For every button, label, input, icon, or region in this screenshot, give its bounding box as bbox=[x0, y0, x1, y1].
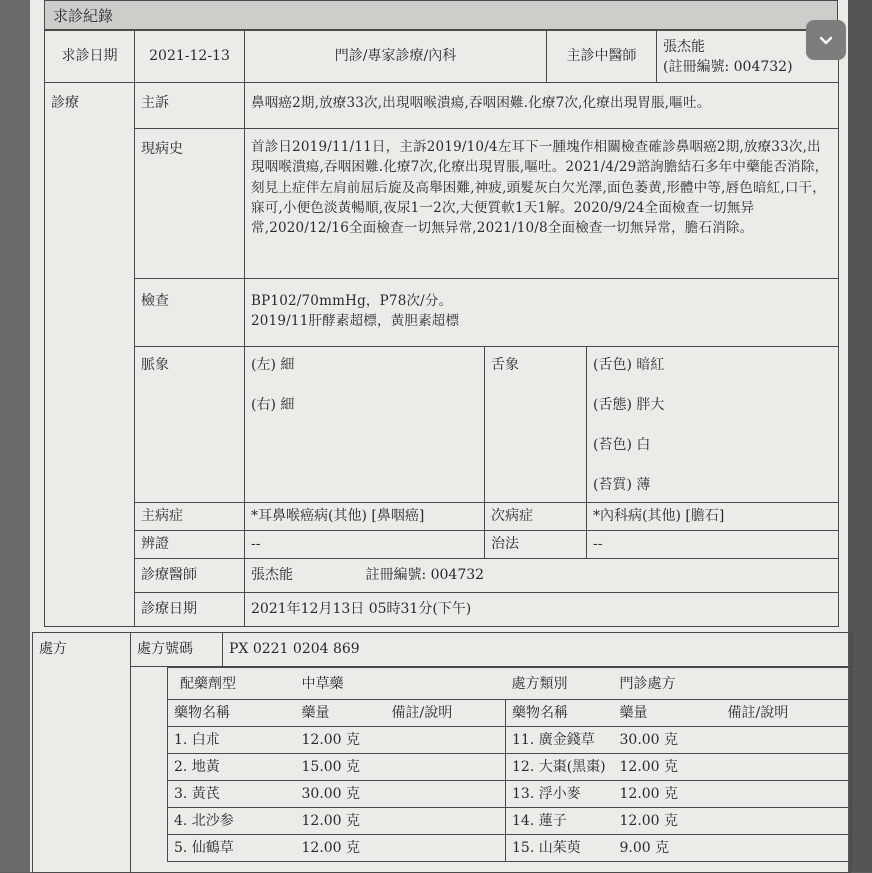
med-name: 14. 蓮子 bbox=[506, 808, 614, 835]
col-note-left: 備註/說明 bbox=[386, 700, 506, 727]
med-name: 1. 白朮 bbox=[168, 727, 296, 754]
col-amount-right: 藥量 bbox=[614, 700, 722, 727]
medication-header-row bbox=[168, 700, 852, 727]
col-amount-left: 藥量 bbox=[296, 700, 386, 727]
med-name: 4. 北沙参 bbox=[168, 808, 296, 835]
med-amount: 12.00 克 bbox=[614, 754, 722, 781]
prescription-number-row bbox=[130, 632, 853, 667]
main-disease-label: 主病症 bbox=[135, 503, 245, 531]
treatment-label: 治法 bbox=[485, 531, 587, 559]
pulse-cell bbox=[245, 347, 485, 503]
diagnosis-table bbox=[44, 82, 839, 627]
med-amount: 15.00 克 bbox=[296, 754, 386, 781]
med-name: 2. 地黃 bbox=[168, 754, 296, 781]
pulse-right: (右) 細 bbox=[251, 397, 295, 413]
tongue-color: (舌色) 暗紅 bbox=[593, 357, 665, 373]
complaint-label: 主訴 bbox=[135, 83, 245, 129]
diagnosis-section-label: 診療 bbox=[45, 83, 135, 627]
col-name-left: 藥物名稱 bbox=[168, 700, 296, 727]
main-disease: *耳鼻喉癌病(其他) [鼻咽癌] bbox=[245, 503, 485, 531]
med-amount: 12.00 克 bbox=[614, 781, 722, 808]
med-note bbox=[386, 754, 506, 781]
coating-color: (苔色) 白 bbox=[593, 437, 651, 453]
prescription-number: PX 0221 0204 869 bbox=[223, 633, 853, 667]
med-amount: 12.00 克 bbox=[614, 808, 722, 835]
doctor-reg: (註冊編號: 004732) bbox=[663, 58, 793, 75]
medication-row bbox=[168, 727, 852, 754]
history-text: 首診日2019/11/11日，主訴2019/10/4左耳下一腫塊作相關檢查確診鼻咽癌2期,放療33次,出現咽喉潰瘍,吞咽困難.化療7次,化療出現胃脹,嘔吐。2021/4/29諮詢膽結石多年中藥能否消除，刻見上症伴左肩前屈后旋及高舉困難,神疲,頭髮灰白欠光澤,面色萎黄,形體中等,唇色暗紅,口干，寐可,小便色淡黃暢順,夜尿1一2次,大便質軟1天1解。2020/9/24全面檢查一切無异常,2020/12/16全面檢查一切無异常,2021/10/8全面檢查一切無异常，膽石消除。 bbox=[245, 129, 839, 279]
med-amount: 12.00 克 bbox=[301, 840, 361, 856]
collapse-button[interactable] bbox=[806, 20, 846, 60]
pulse-left: (左) 細 bbox=[251, 357, 295, 373]
med-amount: 12.00 克 bbox=[296, 727, 386, 754]
syndrome-label: 辨證 bbox=[135, 531, 245, 559]
med-note bbox=[722, 808, 852, 835]
exam-line-1: BP102/70mmHg，P78次/分。 bbox=[251, 293, 453, 309]
coating-texture: (苔質) 薄 bbox=[593, 477, 651, 493]
med-note bbox=[722, 754, 852, 781]
date-label: 診療日期 bbox=[135, 593, 245, 627]
med-note bbox=[722, 835, 852, 862]
med-name: 11. 廣金錢草 bbox=[506, 727, 614, 754]
medication-row bbox=[168, 781, 852, 808]
prescription-body bbox=[131, 633, 851, 873]
tongue-shape: (舌態) 胖大 bbox=[593, 397, 665, 413]
exam-cell bbox=[245, 279, 839, 347]
complaint-text: 鼻咽癌2期,放療33次,出現咽喉潰瘍,吞咽困難.化療7次,化療出現胃脹,嘔吐。 bbox=[245, 83, 839, 129]
section-title: 求診紀錄 bbox=[44, 0, 838, 30]
prescription-table bbox=[32, 632, 851, 873]
medication-row bbox=[168, 835, 852, 862]
visit-date: 2021-12-13 bbox=[135, 31, 245, 83]
exam-label: 檢查 bbox=[135, 279, 245, 347]
med-amount: 9.00 克 bbox=[619, 840, 670, 856]
med-amount: 30.00 克 bbox=[296, 781, 386, 808]
dosage-value: 中草藥 bbox=[296, 668, 386, 700]
med-name: 13. 浮小麥 bbox=[506, 781, 614, 808]
type-value: 門診處方 bbox=[614, 668, 852, 700]
chevron-down-icon bbox=[817, 31, 835, 49]
document-page bbox=[30, 0, 848, 872]
med-note bbox=[722, 781, 852, 808]
tongue-label: 舌象 bbox=[485, 347, 587, 503]
col-name-right: 藥物名稱 bbox=[506, 700, 614, 727]
medication-table bbox=[167, 667, 852, 862]
medication-row bbox=[168, 808, 852, 835]
department: 門診/專家診療/內科 bbox=[245, 31, 547, 83]
prescription-section-label: 處方 bbox=[33, 633, 131, 873]
med-note bbox=[386, 781, 506, 808]
med-amount: 30.00 克 bbox=[614, 727, 722, 754]
doctor-label: 主診中醫師 bbox=[547, 31, 657, 83]
history-label: 現病史 bbox=[135, 129, 245, 279]
syndrome: -- bbox=[245, 531, 485, 559]
visit-date-label: 求診日期 bbox=[45, 31, 135, 83]
physician-name: 張杰能 bbox=[251, 567, 293, 583]
background-left bbox=[0, 0, 34, 872]
physician-cell bbox=[245, 559, 839, 593]
pulse-label: 脈象 bbox=[135, 347, 245, 503]
diagnosis-date: 2021年12月13日 05時31分(下午) bbox=[245, 593, 839, 627]
visit-header-table bbox=[44, 30, 839, 83]
prescription-number-label: 處方號碼 bbox=[131, 633, 223, 667]
med-name: 5. 仙鶴草 bbox=[174, 840, 234, 856]
tongue-cell bbox=[587, 347, 839, 503]
exam-line-2: 2019/11肝酵素超標，黃胆素超標 bbox=[251, 313, 460, 330]
col-note-right: 備註/說明 bbox=[722, 700, 852, 727]
physician-reg: 註冊編號: 004732 bbox=[365, 567, 485, 583]
secondary-disease-label: 次病症 bbox=[485, 503, 587, 531]
treatment: -- bbox=[587, 531, 839, 559]
med-name: 15. 山茱萸 bbox=[512, 840, 581, 856]
med-note bbox=[722, 727, 852, 754]
medication-row bbox=[168, 754, 852, 781]
med-name: 3. 黃芪 bbox=[168, 781, 296, 808]
med-note bbox=[386, 808, 506, 835]
med-amount: 12.00 克 bbox=[296, 808, 386, 835]
type-label: 處方類別 bbox=[506, 668, 614, 700]
dosage-label: 配藥劑型 bbox=[168, 668, 296, 700]
physician-label: 診療醫師 bbox=[135, 559, 245, 593]
secondary-disease: *內科病(其他) [膽石] bbox=[587, 503, 839, 531]
med-note bbox=[386, 835, 506, 862]
doctor-name: 張杰能 bbox=[663, 38, 705, 55]
med-name: 12. 大棗(黑棗) bbox=[506, 754, 614, 781]
med-note bbox=[386, 727, 506, 754]
